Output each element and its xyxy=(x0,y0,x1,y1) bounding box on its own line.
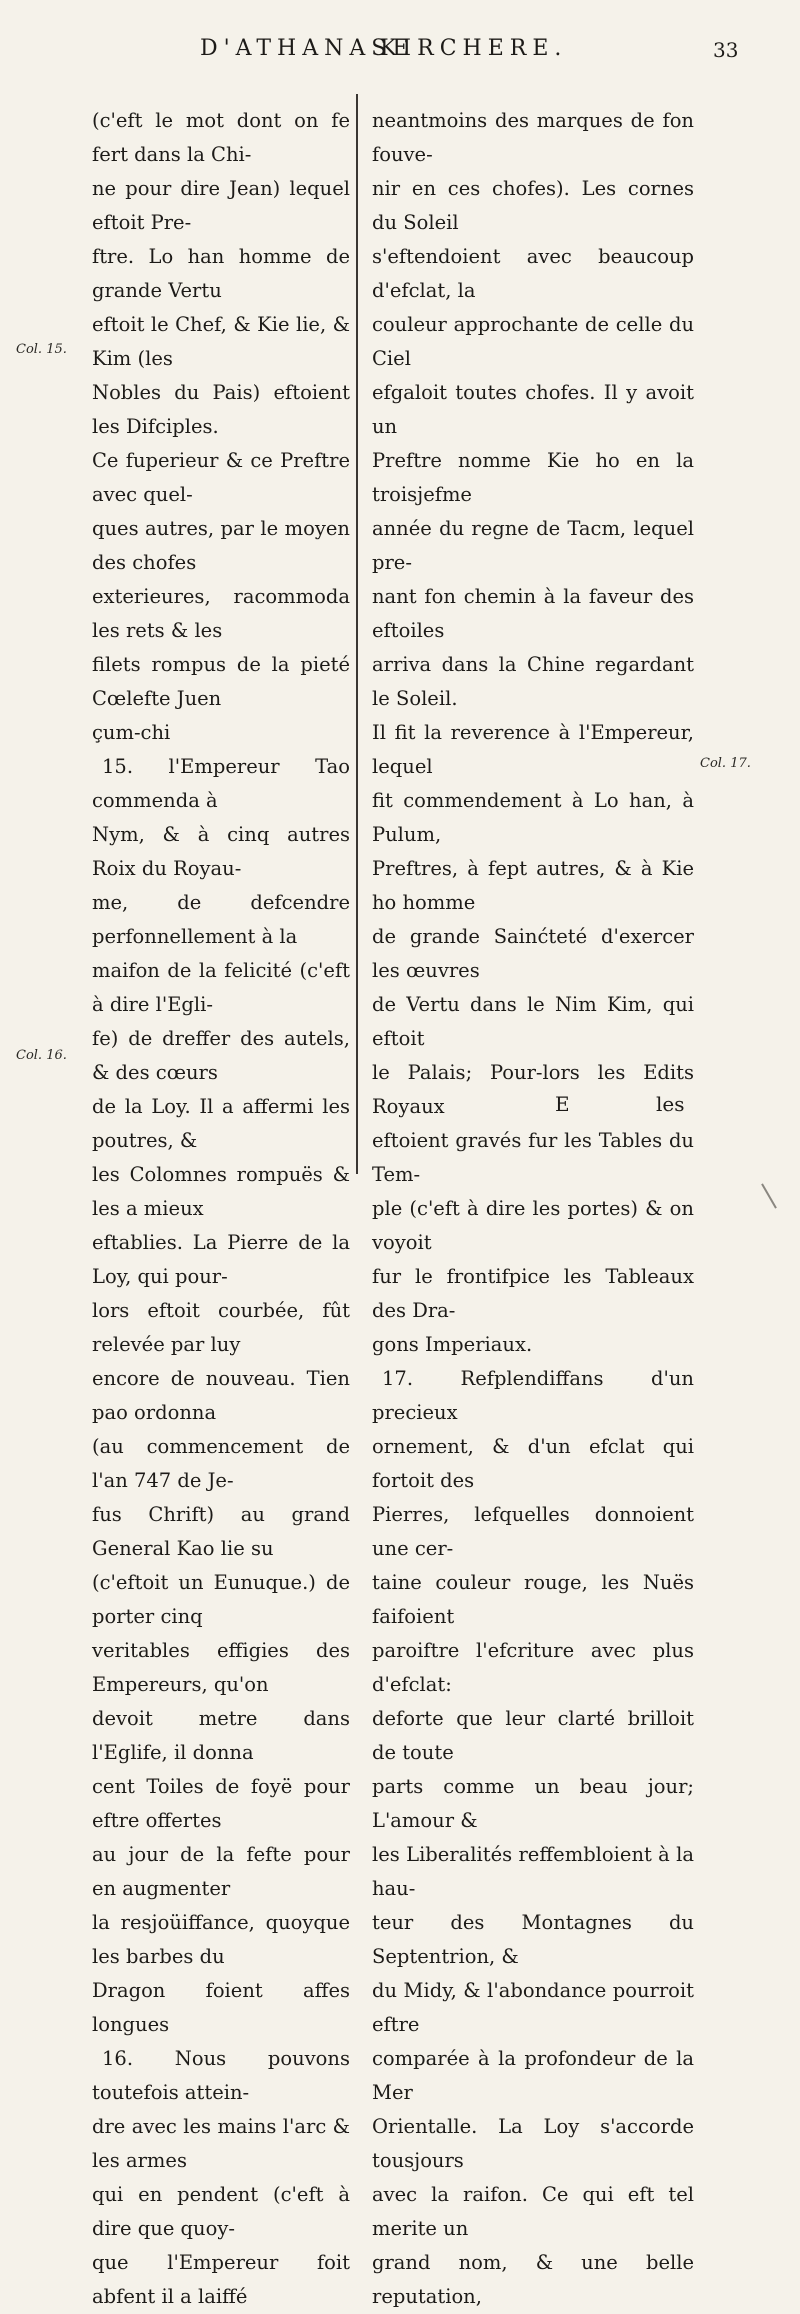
text-line: arriva dans la Chine regardant le Soleil. xyxy=(372,653,694,710)
text-line: grand nom, & une belle reputation, xyxy=(372,2251,694,2308)
text-line: les Colomnes rompuës & les a mieux xyxy=(92,1163,350,1220)
text-line: le Palais; Pour-lors les Edits Royaux xyxy=(372,1061,694,1118)
page-footer xyxy=(0,1092,800,1122)
page-number: 33 xyxy=(713,38,739,62)
text-line: ftre. Lo han homme de grande Vertu xyxy=(92,245,350,302)
text-line: me, de defcendre perfonnellement à la xyxy=(92,891,350,948)
text-line: eftoit le Chef, & Kie lie, & Kim (les xyxy=(92,313,350,370)
text-line: teur des Montagnes du Septentrion, & xyxy=(372,1911,694,1968)
text-line: comparée à la profondeur de la Mer xyxy=(372,2047,694,2104)
text-line: lors eftoit courbée, fût relevée par luy xyxy=(92,1299,350,1356)
text-line: fit commendement à Lo han, à Pulum, xyxy=(372,789,694,846)
margin-note-col-15: Col. 15. xyxy=(16,342,67,357)
text-line: de grande Sainćteté d'exercer les œuvres xyxy=(372,925,694,982)
text-line: que l'Empereur foit abfent il a laiffé xyxy=(92,2251,350,2308)
text-line: ne pour dire Jean) lequel eftoit Pre- xyxy=(92,177,350,234)
scan-artifact-line xyxy=(761,1183,777,1208)
text-line: çum-chi xyxy=(92,721,171,744)
text-line: Pierres, lefquelles donnoient une cer- xyxy=(372,1503,694,1560)
text-line: la resjoüiffance, quoyque les barbes du xyxy=(92,1911,350,1968)
margin-note-col-17: Col. 17. xyxy=(700,756,751,771)
running-head-right: KIRCHERE. xyxy=(380,36,568,61)
text-line: Dragon foient affes longues xyxy=(92,1979,350,2036)
text-line: 15. l'Empereur Tao commenda à xyxy=(92,755,350,812)
text-line: fur le frontifpice les Tableaux des Dra- xyxy=(372,1265,694,1322)
text-line: ques autres, par le moyen des chofes xyxy=(92,517,350,574)
column-rule xyxy=(356,94,358,1174)
text-line: qui en pendent (c'eft à dire que quoy- xyxy=(92,2183,350,2240)
text-line: exterieures, racommoda les rets & les xyxy=(92,585,350,642)
running-header xyxy=(0,36,800,66)
text-line: eftablies. La Pierre de la Loy, qui pour- xyxy=(92,1231,350,1288)
text-line: de Vertu dans le Nim Kim, qui eftoit xyxy=(372,993,694,1050)
text-line: encore de nouveau. Tien pao ordonna xyxy=(92,1367,350,1424)
text-line: fe) de dreffer des autels, & des cœurs xyxy=(92,1027,350,1084)
text-line: s'eftendoient avec beaucoup d'efclat, la xyxy=(372,245,694,302)
signature-mark: E xyxy=(555,1092,570,1116)
text-line: (c'eftoit un Eunuque.) de porter cinq xyxy=(92,1571,350,1628)
text-line: Preftre nomme Kie ho en la troisjefme xyxy=(372,449,694,506)
text-line: maifon de la felicité (c'eft à dire l'Egli- xyxy=(92,959,350,1016)
text-line: 17. Refplendiffans d'un precieux xyxy=(372,1367,694,1424)
text-line: cent Toiles de foyë pour eftre offertes xyxy=(92,1775,350,1832)
text-line: les Liberalités reffembloient à la hau- xyxy=(372,1843,694,1900)
text-line: 16. Nous pouvons toutefois attein- xyxy=(92,2047,350,2104)
text-line: devoit metre dans l'Eglife, il donna xyxy=(92,1707,350,1764)
text-line: dre avec les mains l'arc & les armes xyxy=(92,2115,350,2172)
left-column xyxy=(92,104,350,2314)
text-line: ornement, & d'un efclat qui fortoit des xyxy=(372,1435,694,1492)
text-line: Ce fuperieur & ce Preftre avec quel- xyxy=(92,449,350,506)
text-line: parts comme un beau jour; L'amour & xyxy=(372,1775,694,1832)
text-line: Nobles du Pais) eftoient les Difciples. xyxy=(92,381,350,438)
text-line: couleur approchante de celle du Ciel xyxy=(372,313,694,370)
text-line: du Midy, & l'abondance pourroit eftre xyxy=(372,1979,694,2036)
text-line: filets rompus de la pieté Cœlefte Juen xyxy=(92,653,350,710)
text-line: Il fit la reverence à l'Empereur, lequel xyxy=(372,721,694,778)
text-line: avec la raifon. Ce qui eft tel merite un xyxy=(372,2183,694,2240)
text-line: eftoient gravés fur les Tables du Tem- xyxy=(372,1129,694,1186)
text-line: efgaloit toutes chofes. Il y avoit un xyxy=(372,381,694,438)
text-line: Nym, & à cinq autres Roix du Royau- xyxy=(92,823,350,880)
text-line: nant fon chemin à la faveur des eftoiles xyxy=(372,585,694,642)
text-line: neantmoins des marques de fon fouve- xyxy=(372,109,694,166)
text-line: veritables effigies des Empereurs, qu'on xyxy=(92,1639,350,1696)
right-column xyxy=(372,104,694,2314)
text-line: nir en ces chofes). Les cornes du Soleil xyxy=(372,177,694,234)
text-line: année du regne de Tacm, lequel pre- xyxy=(372,517,694,574)
text-line: de la Loy. Il a affermi les poutres, & xyxy=(92,1095,350,1152)
text-line: ple (c'eft à dire les portes) & on voyoit xyxy=(372,1197,694,1254)
text-line: Preftres, à fept autres, & à Kie ho homme xyxy=(372,857,694,914)
text-line: gons Imperiaux. xyxy=(372,1333,533,1356)
margin-note-col-16: Col. 16. xyxy=(16,1048,67,1063)
text-line: paroiftre l'efcriture avec plus d'efclat: xyxy=(372,1639,694,1696)
text-line: taine couleur rouge, les Nuës faifoient xyxy=(372,1571,694,1628)
text-line: (au commencement de l'an 747 de Je- xyxy=(92,1435,350,1492)
text-line: (c'eft le mot dont on fe fert dans la Chi- xyxy=(92,109,350,166)
text-line: Orientalle. La Loy s'accorde tousjours xyxy=(372,2115,694,2172)
running-head-left: D'ATHANASE xyxy=(200,36,415,61)
catchword: les xyxy=(656,1092,685,1116)
text-line: fus Chrift) au grand General Kao lie su xyxy=(92,1503,350,1560)
text-line: deforte que leur clarté brilloit de toute xyxy=(372,1707,694,1764)
text-line: au jour de la fefte pour en augmenter xyxy=(92,1843,350,1900)
